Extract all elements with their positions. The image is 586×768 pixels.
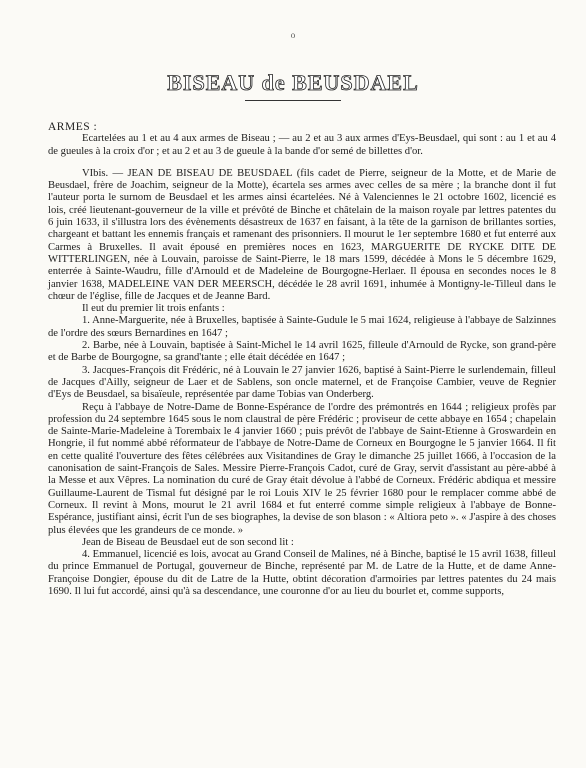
ornament-mark: o [290,30,296,40]
child-4: 4. Emmanuel, licencié es lois, avocat au Grand Conseil de Malines, né à Binche, baptisé le 15 avril 1638, filleul du prince Emmanuel de Portugal, gouverneur de Binche, représenté par M. de Latre de la Hutte, et de dame Anne-Françoise Dongier, épouse du dit de Latre de la Hutte, obtint décoration d'armoiries par lettres patentes du 24 mais 1690. Il lui fut accordé, ainsi qu'à sa descendance, une couronne d'or au lieu du bourlet et, comme supports, [48,549,556,597]
title-rule [245,100,341,101]
child-1: 1. Anne-Marguerite, née à Bruxelles, baptisée à Sainte-Gudule le 5 mai 1624, religieuse à l'abbaye de Salzinnes de l'ordre des sœurs Bernardines en 1647 ; [48,315,556,339]
arms-heading: ARMES : [48,121,98,133]
generation-lead: VIbis. — [82,167,124,179]
paragraph-1-text: (fils cadet de Pierre, seigneur de la Motte, et de Marie de Beusdael, frère de Joachim, seigneur de la Motte), écartela ses armes avec celles de sa mère ; la branche dont il fut l'auteur porta le surnom de Beusdael et les armes ainsi écartelées. Né à Valenciennes le 21 octobre 1602, licencié es lois, créé lieutenant-gouverneur de la ville et prévôté de Binche et châtelain de la maison royale par lettres patentes du 6 juin 1633, il s'illustra lors des évènements désastreux de 1637 en faisant, à la tête de la garnison de brillantes sorties, chargeant et battant les ennemis français et ramenant des prisonniers. Il mourut le 1er septembre 1680 et fut enterré aux Carmes à Bruxelles. Il avait épousé en premières noces en 1623, MARGUERITE DE RYCKE DITE DE WITTERLINGEN, née à Louvain, paroisse de Saint-Pierre, le 18 mars 1599, décédée à Mons le 5 décembre 1629, enterrée à Sainte-Waudru, fille d'Arnould et de Madeleine de Bourgogne-Herlaer. Il épousa en secondes noces le 8 janvier 1638, MADELEINE VAN DER MEERSCH, décédée le 28 avril 1691, inhumée à Montigny-le-Tilleul dans le chœur de l'église, fille de Jacques et de Jeanne Bard. [48,167,557,302]
paragraph-2: Il eut du premier lit trois enfants : [82,303,225,315]
document-body [48,121,556,598]
paragraph-1 [48,168,556,303]
person-name: JEAN DE BISEAU DE BEUSDAEL [127,167,293,179]
child-3: 3. Jacques-François dit Frédéric, né à Louvain le 27 janvier 1626, baptisé à Saint-Pierre le surlendemain, filleul de Jacques d'Ailly, seigneur de Laer et de Sablens, son oncle maternel, et de Françoise Cambier, veuve de Regnier d'Eys de Beusdael, sa bisaïeule, représentée par dame Tobias van Onderberg. [48,364,556,401]
second-marriage-heading: Jean de Biseau de Beusdael eut de son second lit : [82,536,294,548]
child-3-biography: Reçu à l'abbaye de Notre-Dame de Bonne-Espérance de l'ordre des prémontrés en 1644 ; religieux profès par profession du 24 septembre 1645 sous le nom claustral de père Frédéric ; proviseur de cette abbaye en 1654 ; chapelain de Sainte-Marie-Madeleine à Torembaix le 4 janvier 1660 ; puis prévôt de l'abbaye de Saint-Etienne à Groswardein en Hongrie, il fut nommé abbé réformateur de l'abbaye de Notre-Dame de Corneux en Bourgogne le 5 janvier 1664. Il fit en cette qualité l'ouverture des fêtes célébrées aux Visitandines de Gray le dimanche 25 juillet 1666, à l'occasion de la canonisation de saint-François de Sales. Messire Pierre-François Cadot, curé de Gray, servit d'assistant au père-abbé à la Messe et aux Vêpres. La nomination du curé de Gray était dévolue à l'abbé de Corneux. Frédéric abdiqua et messire Guillaume-Laurent de Tismal fut désigné par le roi Louis XIV le 25 février 1680 pour le remplacer comme abbé de Corneux. Il revint à Mons, mourut le 21 avril 1684 et fut enterré comme simple religieux à l'abbaye de Bonne-Espérance, justifiant ainsi, écrit l'un de ses biographes, la devise de son blason : « Altiora peto ». « J'aspire à des choses plus élevées que les grandeurs de ce monde. » [48,401,556,536]
child-2: 2. Barbe, née à Louvain, baptisée à Saint-Michel le 14 avril 1625, filleule d'Arnould de Rycke, son grand-père et de Barbe de Bourgogne, sa grand'tante ; elle était décédée en 1647 ; [48,340,556,364]
arms-text: Ecartelées au 1 et au 4 aux armes de Biseau ; — au 2 et au 3 aux armes d'Eys-Beusdael, qui sont : au 1 et au 4 de gueules à la croix d'or ; et au 2 et au 3 de gueule à la bande d'or semé de billettes d'or. [48,133,556,157]
page-title: BISEAU de BEUSDAEL [167,70,419,95]
